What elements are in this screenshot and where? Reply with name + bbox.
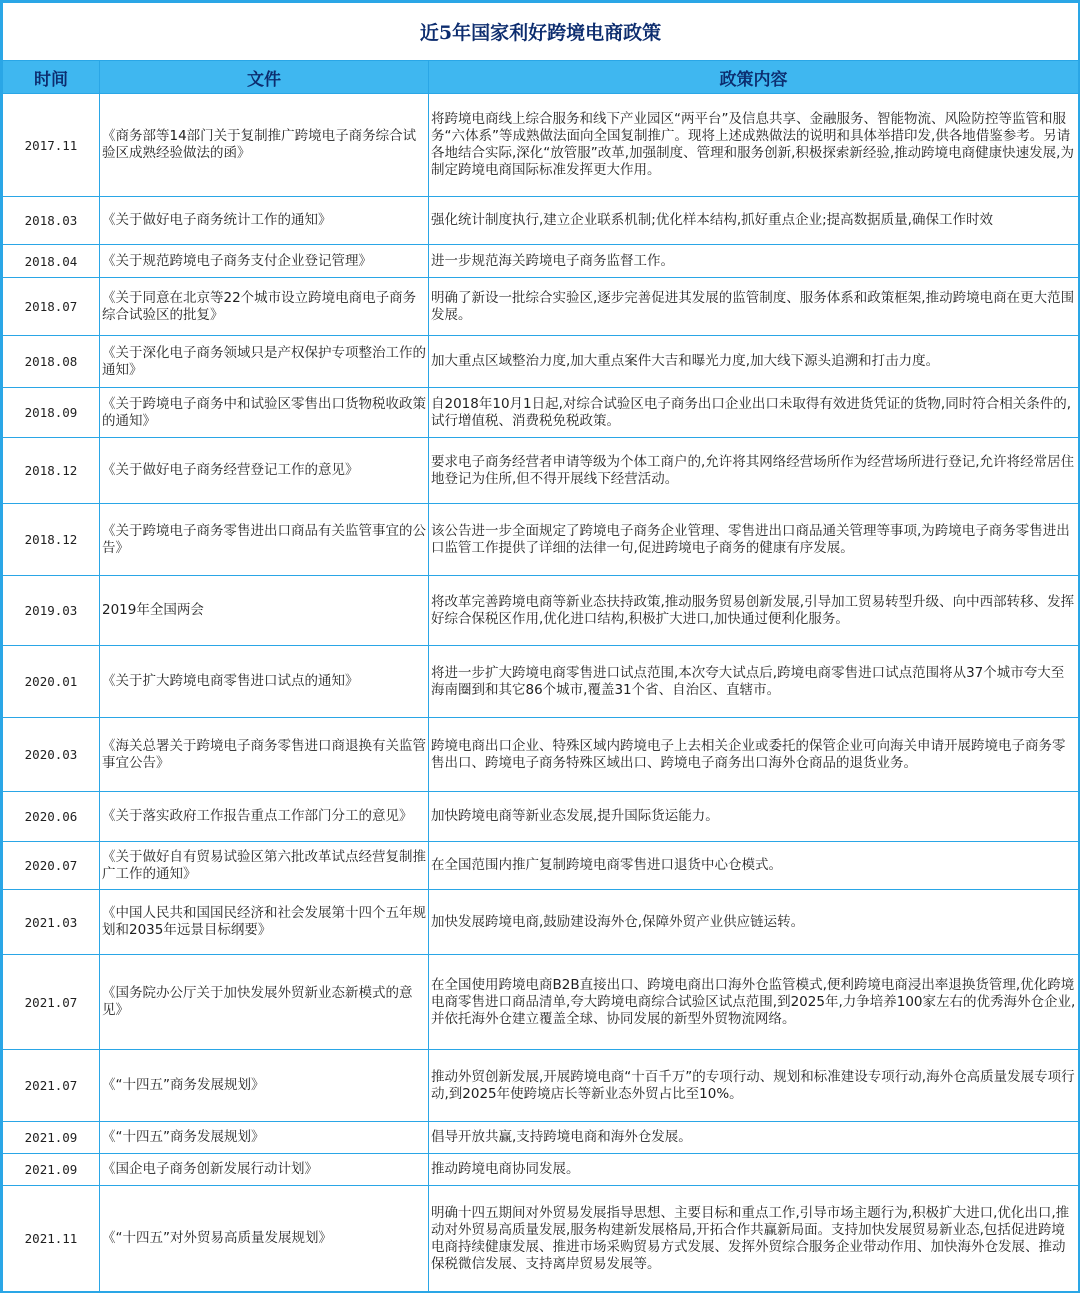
- row-time: 2018.04: [3, 245, 100, 278]
- row-file: 《“十四五”商务发展规划》: [100, 1122, 429, 1154]
- row-content: 要求电子商务经营者申请等级为个体工商户的,允许将其网络经营场所作为经营场所进行登记,允许将经常居住地登记为住所,但不得开展线下经营活动。: [429, 438, 1079, 504]
- table-row: [3, 388, 1079, 438]
- row-time: 2018.03: [3, 197, 100, 245]
- table-row: [3, 718, 1079, 792]
- row-content: 加快跨境电商等新业态发展,提升国际货运能力。: [429, 792, 1079, 842]
- table-row: [3, 278, 1079, 336]
- row-content: 推动外贸创新发展,开展跨境电商“十百千万”的专项行动、规划和标准建设专项行动,海外仓高质量发展专项行动,到2025年使跨境店长等新业态外贸占比至10%。: [429, 1050, 1079, 1122]
- row-time: 2021.07: [3, 955, 100, 1050]
- row-time: 2020.01: [3, 646, 100, 718]
- page-title: 近5年国家利好跨境电商政策: [3, 3, 1079, 61]
- row-content: 将进一步扩大跨境电商零售进口试点范围,本次夸大试点后,跨境电商零售进口试点范围将从37个城市夸大至海南圈到和其它86个城市,覆盖31个省、自治区、直辖市。: [429, 646, 1079, 718]
- table-row: [3, 504, 1079, 576]
- row-time: 2021.11: [3, 1186, 100, 1292]
- table-row: [3, 1186, 1079, 1292]
- table-row: [3, 197, 1079, 245]
- row-content: 跨境电商出口企业、特殊区域内跨境电子上去相关企业或委托的保管企业可向海关申请开展跨境电子商务零售出口、跨境电子商务特殊区域出口、跨境电子商务出口海外仓商品的退货业务。: [429, 718, 1079, 792]
- row-content: 在全国范围内推广复制跨境电商零售进口退货中心仓模式。: [429, 842, 1079, 890]
- row-content: 强化统计制度执行,建立企业联系机制;优化样本结构,抓好重点企业;提高数据质量,确保工作时效: [429, 197, 1079, 245]
- row-file: 《中国人民共和国国民经济和社会发展第十四个五年规划和2035年远景目标纲要》: [100, 890, 429, 955]
- row-content: 明确了新设一批综合实验区,逐步完善促进其发展的监管制度、服务体系和政策框架,推动跨境电商在更大范围发展。: [429, 278, 1079, 336]
- row-file: 《关于做好电子商务统计工作的通知》: [100, 197, 429, 245]
- row-content: 将跨境电商线上综合服务和线下产业园区“两平台”及信息共享、金融服务、智能物流、风险防控等监管和服务“六体系”等成熟做法面向全国复制推广。现将上述成熟做法的说明和具体举措印发,供各地借鉴参考。另请各地结合实际,深化“放管服”改革,加强制度、管理和服务创新,积极探索新经验,推动跨境电商健康快速发展,为制定跨境电商国际标准发挥更大作用。: [429, 94, 1079, 197]
- row-time: 2020.07: [3, 842, 100, 890]
- row-time: 2017.11: [3, 94, 100, 197]
- row-file: 《“十四五”商务发展规划》: [100, 1050, 429, 1122]
- row-content: 自2018年10月1日起,对综合试验区电子商务出口企业出口未取得有效进货凭证的货物,同时符合相关条件的,试行增值税、消费税免税政策。: [429, 388, 1079, 438]
- row-content: 进一步规范海关跨境电子商务监督工作。: [429, 245, 1079, 278]
- row-file: 《关于深化电子商务领域只是产权保护专项整治工作的通知》: [100, 336, 429, 388]
- row-time: 2018.07: [3, 278, 100, 336]
- row-time: 2018.09: [3, 388, 100, 438]
- row-time: 2019.03: [3, 576, 100, 646]
- row-file: 《关于规范跨境电子商务支付企业登记管理》: [100, 245, 429, 278]
- row-file: 《关于跨境电子商务零售进出口商品有关监管事宜的公告》: [100, 504, 429, 576]
- table-row: [3, 1122, 1079, 1154]
- row-file: 2019年全国两会: [100, 576, 429, 646]
- row-content: 在全国使用跨境电商B2B直接出口、跨境电商出口海外仓监管模式,便利跨境电商浸出率退换货管理,优化跨境电商零售进口商品清单,夸大跨境电商综合试验区试点范围,到2025年,力争培养100家左右的优秀海外仓企业,并依托海外仓建立覆盖全球、协同发展的新型外贸物流网络。: [429, 955, 1079, 1050]
- row-time: 2020.03: [3, 718, 100, 792]
- table-row: [3, 1154, 1079, 1186]
- row-time: 2021.03: [3, 890, 100, 955]
- policy-table: [2, 2, 1079, 1292]
- row-time: 2018.12: [3, 504, 100, 576]
- row-time: 2021.07: [3, 1050, 100, 1122]
- table-row: [3, 438, 1079, 504]
- table-row: [3, 792, 1079, 842]
- row-file: 《关于做好电子商务经营登记工作的意见》: [100, 438, 429, 504]
- row-file: 《商务部等14部门关于复制推广跨境电子商务综合试验区成熟经验做法的函》: [100, 94, 429, 197]
- row-content: 将改革完善跨境电商等新业态扶持政策,推动服务贸易创新发展,引导加工贸易转型升级、向中西部转移、发挥好综合保税区作用,优化进口结构,积极扩大进口,加快通过便利化服务。: [429, 576, 1079, 646]
- table-row: [3, 955, 1079, 1050]
- header-content: 政策内容: [429, 61, 1079, 94]
- header-file: 文件: [100, 61, 429, 94]
- row-file: 《关于做好自有贸易试验区第六批改革试点经营复制推广工作的通知》: [100, 842, 429, 890]
- row-content: 加快发展跨境电商,鼓励建设海外仓,保障外贸产业供应链运转。: [429, 890, 1079, 955]
- table-row: [3, 245, 1079, 278]
- table-row: [3, 576, 1079, 646]
- header-time: 时间: [3, 61, 100, 94]
- row-content: 倡导开放共赢,支持跨境电商和海外仓发展。: [429, 1122, 1079, 1154]
- row-file: 《关于同意在北京等22个城市设立跨境电商电子商务综合试验区的批复》: [100, 278, 429, 336]
- row-file: 《国务院办公厅关于加快发展外贸新业态新模式的意见》: [100, 955, 429, 1050]
- row-content: 加大重点区域整治力度,加大重点案件大吉和曝光力度,加大线下源头追溯和打击力度。: [429, 336, 1079, 388]
- row-content: 该公告进一步全面规定了跨境电子商务企业管理、零售进出口商品通关管理等事项,为跨境电子商务零售进出口监管工作提供了详细的法律一句,促进跨境电子商务的健康有序发展。: [429, 504, 1079, 576]
- table-row: [3, 336, 1079, 388]
- row-content: 推动跨境电商协同发展。: [429, 1154, 1079, 1186]
- table-row: [3, 94, 1079, 197]
- table-row: [3, 842, 1079, 890]
- row-time: 2020.06: [3, 792, 100, 842]
- table-row: [3, 890, 1079, 955]
- row-file: 《海关总署关于跨境电子商务零售进口商退换有关监管事宜公告》: [100, 718, 429, 792]
- table-row: [3, 646, 1079, 718]
- row-content: 明确十四五期间对外贸易发展指导思想、主要目标和重点工作,引导市场主题行为,积极扩大进口,优化出口,推动对外贸易高质量发展,服务构建新发展格局,开拓合作共赢新局面。支持加快发展贸易新业态,包括促进跨境电商持续健康发展、推进市场采购贸易方式发展、发挥外贸综合服务企业带动作用、加快海外仓发展、推动保税微信发展、支持离岸贸易发展等。: [429, 1186, 1079, 1292]
- row-file: 《关于跨境电子商务中和试验区零售出口货物税收政策的通知》: [100, 388, 429, 438]
- row-file: 《国企电子商务创新发展行动计划》: [100, 1154, 429, 1186]
- row-time: 2021.09: [3, 1122, 100, 1154]
- row-time: 2021.09: [3, 1154, 100, 1186]
- row-file: 《关于落实政府工作报告重点工作部门分工的意见》: [100, 792, 429, 842]
- table-row: [3, 1050, 1079, 1122]
- row-file: 《“十四五”对外贸易高质量发展规划》: [100, 1186, 429, 1292]
- row-time: 2018.12: [3, 438, 100, 504]
- row-file: 《关于扩大跨境电商零售进口试点的通知》: [100, 646, 429, 718]
- row-time: 2018.08: [3, 336, 100, 388]
